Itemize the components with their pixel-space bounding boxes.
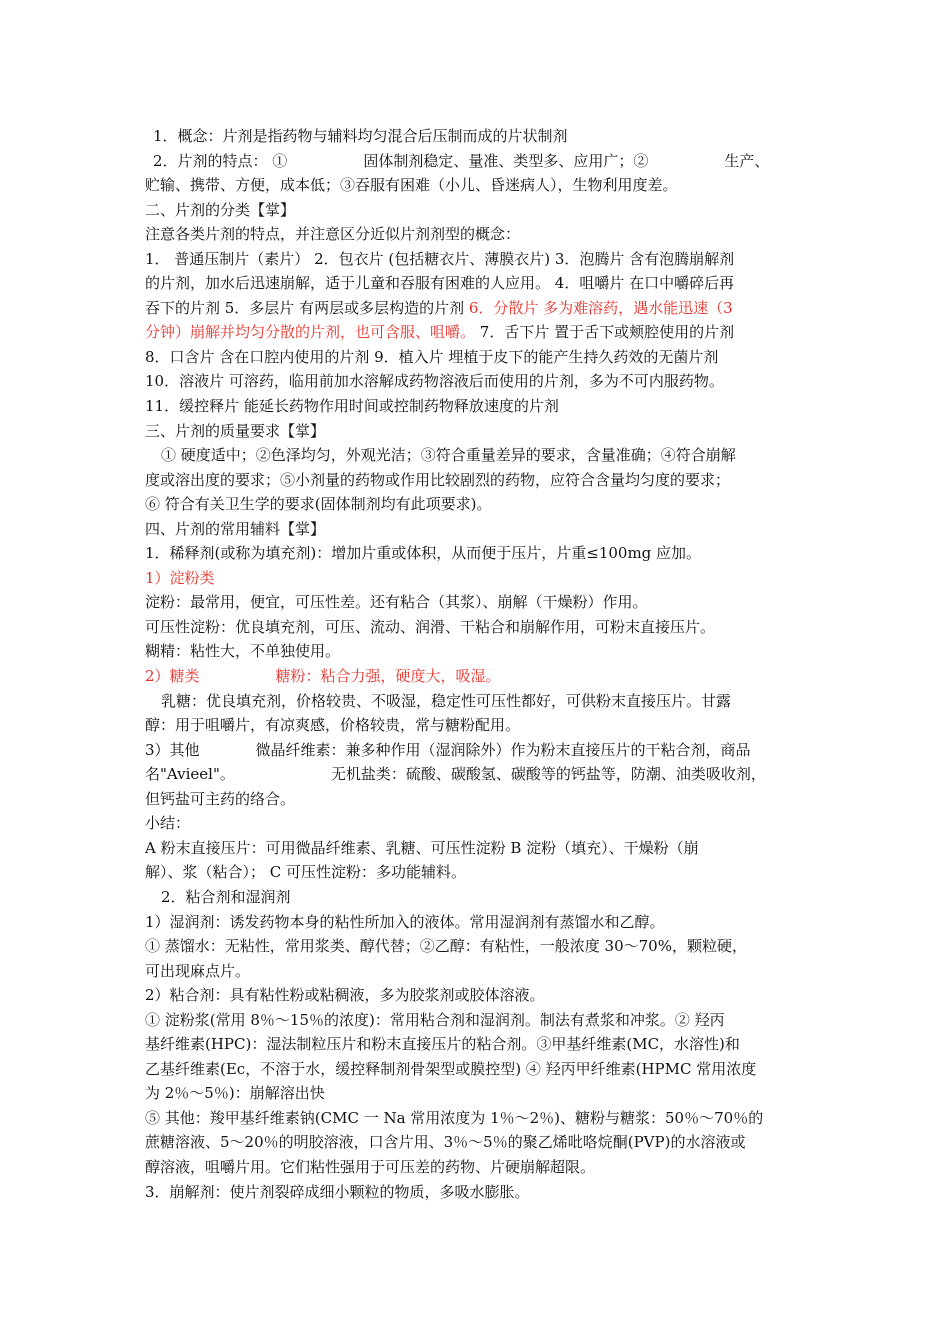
line-text: 醇溶液，咀嚼片用。它们粘性强用于可压差的药物、片硬崩解超限。 [145,1157,596,1176]
line-text: 贮输、携带、方便，成本低；③吞服有困难（小儿、昏迷病人），生物利用度差。 [145,176,678,195]
text-line [145,738,751,763]
text-line [145,149,769,174]
highlight-text: 分钟）崩解并均匀分散的片剂，也可含服、咀嚼。 [145,323,476,342]
text-line [145,590,648,615]
text-line [145,689,731,714]
text-line [145,1130,745,1155]
line-text: 二、片剂的分类【掌】 [145,200,296,219]
line-text: 8．口含片 含在口腔内使用的片剂 9．植入片 埋植于皮下的能产生持久药效的无菌片剂 [145,347,719,366]
highlight-text: 糖粉：粘合力强，硬度大，吸湿。 [275,667,501,686]
text-line [145,762,766,787]
text-line [145,1032,740,1057]
line-text: 7．舌下片 置于舌下或颊腔使用的片剂 [475,323,735,342]
line-text: 但钙盐可主药的络合。 [145,789,296,808]
text-line [145,713,520,738]
text-line [145,910,665,935]
text-line [145,296,733,321]
line-text: 解）、浆（粘合）； C 可压性淀粉：多功能辅料。 [145,863,467,882]
line-text: 3．崩解剂：使片剂裂碎成细小颗粒的物质，多吸水膨胀。 [145,1182,530,1201]
line-text: ⑥ 符合有关卫生学的要求(固体制剂均有此项要求)。 [145,495,492,514]
line-text: 1）湿润剂：诱发药物本身的粘性所加入的液体。常用湿润剂有蒸馏水和乙醇。 [145,912,665,931]
line-text: 可压性淀粉：优良填充剂，可压、流动、润滑、干粘合和崩解作用，可粉末直接压片。 [145,617,716,636]
line-text: 固体制剂稳定、量准、类型多、应用广；② [363,151,649,170]
text-line [145,615,715,640]
text-line [145,173,678,198]
text-line [145,369,724,394]
line-text: 1． 普通压制片（素片） 2．包衣片 (包括糖衣片、薄膜衣片) 3．泡腾片 含有泡腾崩解剂 [145,249,735,268]
text-line [145,198,295,223]
highlight-text: 1）淀粉类 [145,568,215,587]
line-text: A 粉末直接压片：可用微晶纤维素、乳糖、可压性淀粉 B 淀粉（填充）、干燥粉（崩 [145,838,699,857]
text-line [145,934,747,959]
line-text: 淀粉：最常用，便宜，可压性差。还有粘合（其浆）、崩解（干燥粉）作用。 [145,593,648,612]
text-line [145,345,718,370]
line-text: 11．缓控释片 能延长药物作用时间或控制药物释放速度的片剂 [145,397,559,416]
text-line [145,885,291,910]
line-text: ① 蒸馏水：无粘性，常用浆类、醇代替；②乙醇：有粘性，一般浓度 30～70%，颗粒硬， [145,937,747,956]
text-line [145,1106,763,1131]
line-text: 乙基纤维素(Ec，不溶于水，缓控释制剂骨架型或膜控型) ④ 羟丙甲纤维素(HPMC 常用浓度 [145,1059,757,1078]
text-line [145,566,215,591]
line-text: 小结： [145,814,191,833]
text-line [145,787,295,812]
document-body [145,124,815,1204]
line-text: 吞下的片剂 5．多层片 有两层或多层构造的片剂 [145,298,469,317]
line-text: 生产、 [724,151,770,170]
line-text: 醇：用于咀嚼片，有凉爽感，价格较贵，常与糖粉配用。 [145,716,521,735]
text-line [145,1155,595,1180]
line-text: 2）粘合剂：具有粘性粉或粘稠液，多为胶浆剂或胶体溶液。 [145,986,545,1005]
text-line [145,419,325,444]
text-line [145,1180,530,1205]
text-line [145,247,734,272]
text-line [145,468,730,493]
highlight-text: 2）糖类 [145,667,200,686]
line-text: 10．溶液片 可溶药，临用前加水溶解成药物溶液后而使用的片剂，多为不可内服药物。 [145,372,724,391]
text-line [145,639,340,664]
line-text: ① 淀粉浆(常用 8％～15％的浓度)：常用粘合剂和湿润剂。制法有煮浆和冲浆。② 羟丙 [145,1010,725,1029]
line-text: 无机盐类：硫酸、碳酸氢、碳酸等的钙盐等，防潮、油类吸收剂， [330,765,766,784]
text-line [145,664,501,689]
line-text: 乳糖：优良填充剂，价格较贵、不吸湿，稳定性可压性都好，可供粉末直接压片。甘露 [161,691,732,710]
text-line [145,271,734,296]
line-text: 1．稀释剂(或称为填充剂)：增加片重或体积，从而便于压片，片重≤100mg 应加。 [145,544,702,563]
line-text: 微晶纤维素：兼多种作用（湿润除外）作为粉末直接压片的干粘合剂，商品 [255,740,751,759]
line-text: 名"Avieel"。 [145,765,235,784]
text-line [145,836,699,861]
text-line [145,811,190,836]
text-line [145,959,250,984]
text-line [145,517,325,542]
line-text: 蔗糖溶液、5～20％的明胶溶液，口含片用、3％～5％的聚乙烯吡咯烷酮(PVP)的水溶液或 [145,1133,746,1152]
highlight-text: 6．分散片 多为难溶药，遇水能迅速（3 [468,298,733,317]
text-line [145,443,736,468]
line-text: 1．概念：片剂是指药物与辅料均匀混合后压制而成的片状制剂 [153,127,568,145]
line-text: 的片剂，加水后迅速崩解，适于儿童和吞服有困难的人应用。 4．咀嚼片 在口中嚼碎后再 [145,274,735,293]
line-text: ① 硬度适中；②色泽均匀，外观光洁；③符合重量差异的要求，含量准确；④符合崩解 [161,446,736,465]
line-text: 3）其他 [145,740,200,759]
text-line [145,222,520,247]
line-text: 可出现麻点片。 [145,961,251,980]
line-text: 注意各类片剂的特点，并注意区分近似片剂剂型的概念： [145,225,521,244]
text-line [145,1081,325,1106]
line-text: ⑤ 其他：羧甲基纤维素钠(CMC 一 Na 常用浓度为 1％～2％)、糖粉与糖浆：50％～70％的 [145,1108,764,1127]
text-line [145,1057,756,1082]
line-text: 2．粘合剂和湿润剂 [161,887,291,906]
text-line [145,394,559,419]
line-text: 基纤维素(HPC)：湿法制粒压片和粉末直接压片的粘合剂。③甲基纤维素(MC，水溶性)和 [145,1035,740,1054]
text-line [145,320,734,345]
line-text: 度或溶出度的要求；⑤小剂量的药物或作用比较剧烈的药物，应符合含量均匀度的要求； [145,470,731,489]
text-line [145,860,466,885]
text-line [145,983,545,1008]
line-text: 为 2％～5％)：崩解溶出快 [145,1084,325,1103]
line-text: 三、片剂的质量要求【掌】 [145,421,326,440]
text-line [145,492,491,517]
text-line [145,1008,725,1033]
line-text: 糊精：粘性大，不单独使用。 [145,642,341,661]
line-text: 四、片剂的常用辅料【掌】 [145,519,326,538]
text-line [145,124,568,149]
text-line [145,541,701,566]
line-text: 2．片剂的特点： ① [153,151,288,170]
